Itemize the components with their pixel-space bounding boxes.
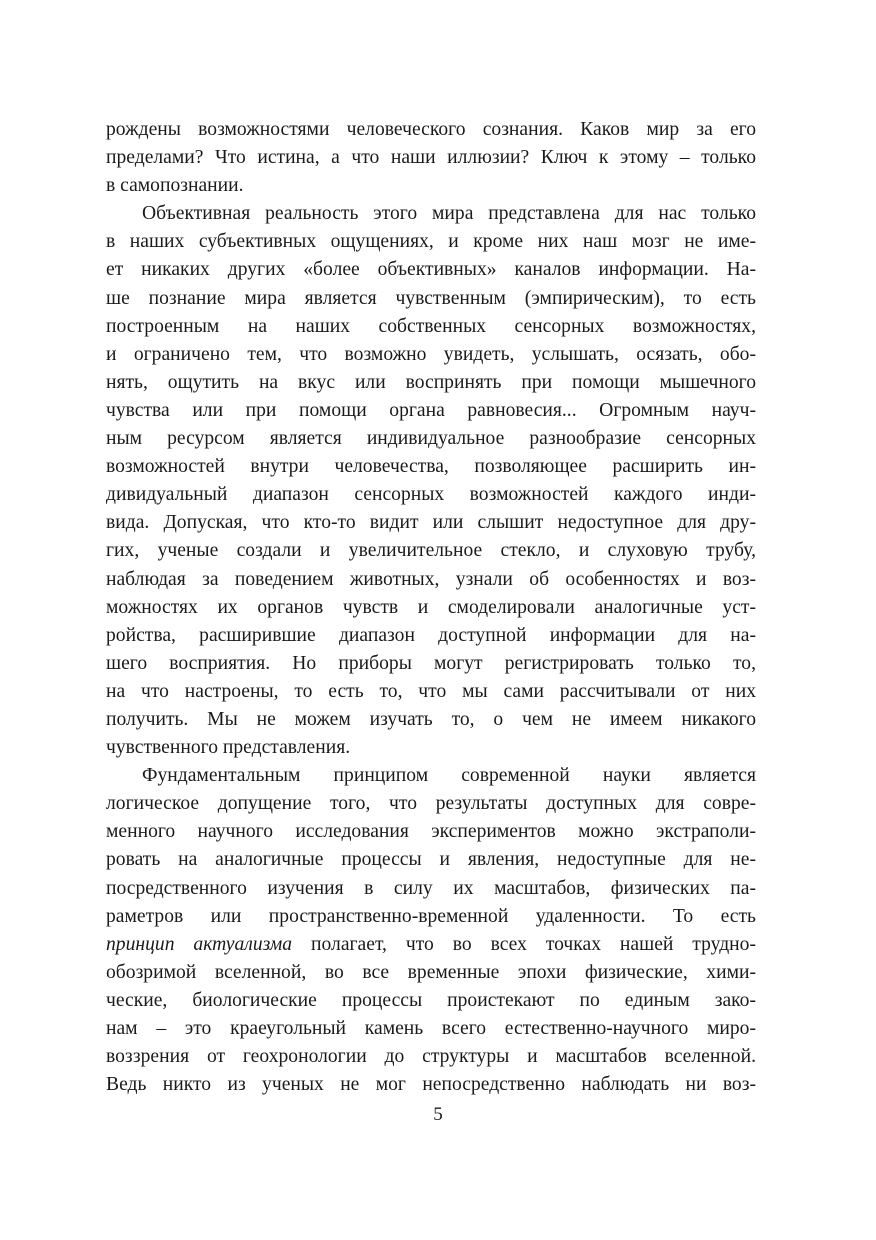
text-line: ным ресурсом является индивидуальное разнообразие сенсорных: [106, 428, 756, 450]
paragraph-3: [106, 762, 756, 1099]
text-line: вида. Допуская, что кто-то видит или слышит недоступное для дру-: [106, 512, 756, 534]
text-line: нам – это краеугольный камень всего естественно-научного миро-: [106, 1018, 756, 1039]
text-line: ройства, расширившие диапазон доступной информации для на-: [106, 624, 756, 646]
text-line: Объективная реальность этого мира представлена для нас только: [142, 203, 756, 225]
text-line: менного научного исследования экспериментов можно экстраполи-: [106, 821, 756, 843]
text-line: в самопознании.: [106, 175, 244, 197]
text-line: шего восприятия. Но приборы могут регистрировать только то,: [106, 652, 756, 674]
text-line: нять, ощутить на вкус или воспринять при помощи мышечного: [106, 371, 756, 393]
text-line: возможностей внутри человечества, позволяющее расширить ин-: [106, 456, 756, 478]
text-line: логическое допущение того, что результаты доступных для совре-: [106, 793, 756, 815]
page-number: 5: [433, 1104, 443, 1125]
text-line: и ограничено тем, что возможно увидеть, услышать, осязать, обо-: [106, 343, 756, 365]
text-line: рождены возможностями человеческого сознания. Каков мир за его: [106, 119, 756, 140]
text-line: Ведь никто из ученых не мог непосредственно наблюдать ни воз-: [106, 1074, 756, 1096]
text-line: чувства или при помощи органа равновесия... Огромным науч-: [106, 399, 756, 421]
page-body: [106, 116, 756, 1099]
text-line: построенным на наших собственных сенсорных возможностях,: [106, 315, 756, 337]
paragraph-1: [106, 116, 756, 200]
text-line: гих, ученые создали и увеличительное стекло, и слуховую трубу,: [106, 540, 756, 562]
paragraph-2: [106, 200, 756, 762]
text-line: [106, 931, 756, 959]
text-line: Фундаментальным принципом современной науки является: [142, 765, 756, 787]
text-line: можностях их органов чувств и смоделировали аналогичные уст-: [106, 596, 756, 618]
text-line: обозримой вселенной, во все временные эпохи физические, хими-: [106, 961, 756, 983]
text-line: раметров или пространственно-временной удаленности. То есть: [106, 905, 756, 927]
text-line: чувственного представления.: [106, 737, 351, 759]
text-line: воззрения от геохронологии до структуры и масштабов вселенной.: [106, 1046, 756, 1068]
text-line: дивидуальный диапазон сенсорных возможностей каждого инди-: [106, 484, 756, 506]
text-fragment: полагает, что во всех точках нашей трудно-: [292, 933, 756, 955]
text-line: в наших субъективных ощущениях, и кроме них наш мозг не име-: [106, 231, 756, 253]
text-line: посредственного изучения в силу их масштабов, физических па-: [106, 877, 756, 899]
text-line: получить. Мы не можем изучать то, о чем не имеем никакого: [106, 708, 756, 730]
text-line: ше познание мира является чувственным (эмпирическим), то есть: [106, 287, 756, 309]
text-line: на что настроены, то есть то, что мы сами рассчитывали от них: [106, 680, 756, 702]
text-line: наблюдая за поведением животных, узнали об особенностях и воз-: [106, 568, 756, 590]
italic-term: принцип актуализма: [106, 933, 293, 955]
text-line: пределами? Что истина, а что наши иллюзии? Ключ к этому – только: [106, 147, 756, 169]
text-line: ет никаких других «более объективных» каналов информации. На-: [106, 259, 756, 281]
text-line: ровать на аналогичные процессы и явления, недоступные для не-: [106, 849, 756, 871]
text-line: ческие, биологические процессы проистекают по единым зако-: [106, 989, 756, 1011]
